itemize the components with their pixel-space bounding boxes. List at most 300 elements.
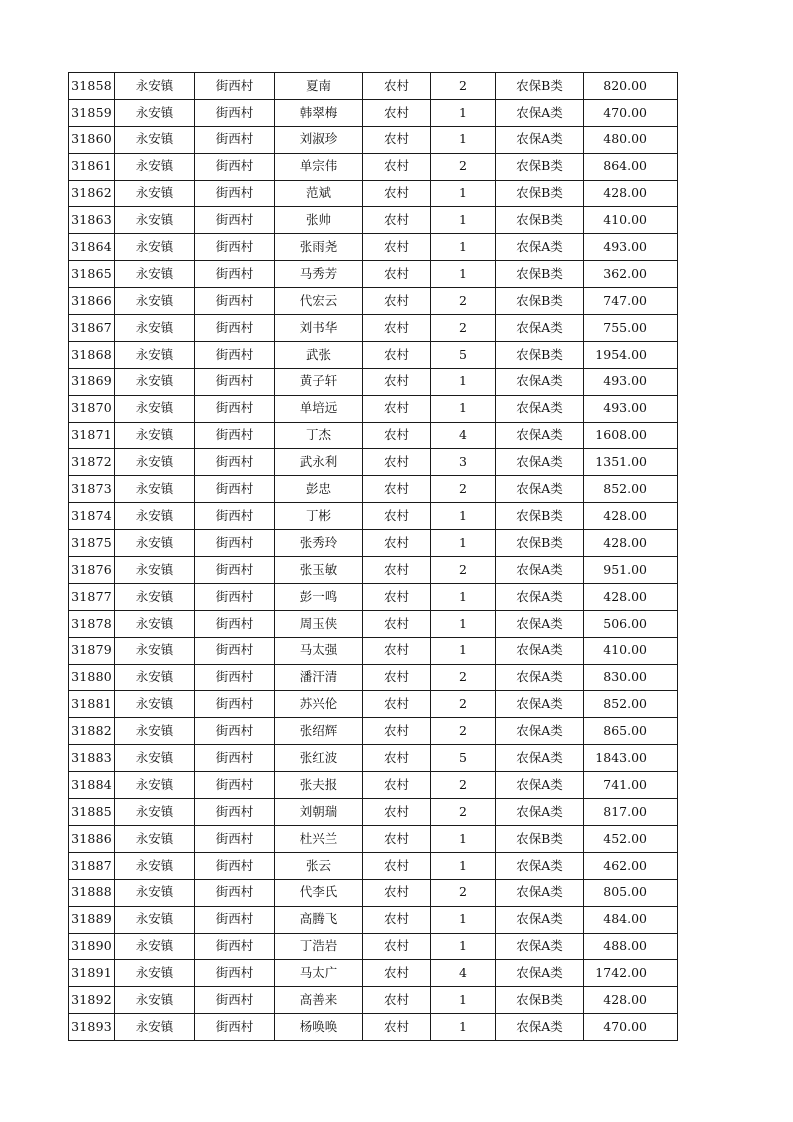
amount-cell: 747.00	[584, 288, 678, 315]
name-cell: 武永利	[275, 449, 363, 476]
type-cell: 农村	[363, 772, 431, 799]
amount-cell: 852.00	[584, 691, 678, 718]
type-cell: 农村	[363, 906, 431, 933]
town-cell: 永安镇	[115, 530, 195, 557]
village-cell: 街西村	[195, 530, 275, 557]
record-id-cell: 31882	[69, 718, 115, 745]
table-row	[69, 772, 678, 799]
village-cell: 街西村	[195, 153, 275, 180]
town-cell: 永安镇	[115, 476, 195, 503]
village-cell: 街西村	[195, 288, 275, 315]
village-cell: 街西村	[195, 879, 275, 906]
village-cell: 街西村	[195, 422, 275, 449]
record-id-cell: 31874	[69, 503, 115, 530]
amount-cell: 820.00	[584, 73, 678, 100]
town-cell: 永安镇	[115, 368, 195, 395]
record-id-cell: 31879	[69, 637, 115, 664]
village-cell: 街西村	[195, 825, 275, 852]
name-cell: 张玉敏	[275, 557, 363, 584]
name-cell: 张秀玲	[275, 530, 363, 557]
amount-cell: 462.00	[584, 852, 678, 879]
type-cell: 农村	[363, 664, 431, 691]
type-cell: 农村	[363, 1014, 431, 1041]
category-cell: 农保A类	[496, 852, 584, 879]
name-cell: 张绍辉	[275, 718, 363, 745]
type-cell: 农村	[363, 852, 431, 879]
count-cell: 1	[431, 207, 496, 234]
type-cell: 农村	[363, 745, 431, 772]
table-row	[69, 718, 678, 745]
record-id-cell: 31865	[69, 261, 115, 288]
name-cell: 张夫报	[275, 772, 363, 799]
record-id-cell: 31862	[69, 180, 115, 207]
record-id-cell: 31869	[69, 368, 115, 395]
count-cell: 1	[431, 503, 496, 530]
name-cell: 彭忠	[275, 476, 363, 503]
table-row	[69, 799, 678, 826]
table-row	[69, 691, 678, 718]
table-row	[69, 234, 678, 261]
type-cell: 农村	[363, 960, 431, 987]
record-id-cell: 31872	[69, 449, 115, 476]
name-cell: 杜兴兰	[275, 825, 363, 852]
record-id-cell: 31885	[69, 799, 115, 826]
category-cell: 农保A类	[496, 610, 584, 637]
town-cell: 永安镇	[115, 664, 195, 691]
village-cell: 街西村	[195, 126, 275, 153]
village-cell: 街西村	[195, 315, 275, 342]
category-cell: 农保B类	[496, 530, 584, 557]
count-cell: 2	[431, 772, 496, 799]
table-row	[69, 637, 678, 664]
amount-cell: 1954.00	[584, 341, 678, 368]
village-cell: 街西村	[195, 987, 275, 1014]
record-id-cell: 31877	[69, 583, 115, 610]
category-cell: 农保A类	[496, 557, 584, 584]
table-row	[69, 395, 678, 422]
count-cell: 2	[431, 476, 496, 503]
table-row	[69, 583, 678, 610]
town-cell: 永安镇	[115, 180, 195, 207]
category-cell: 农保A类	[496, 637, 584, 664]
table-row	[69, 126, 678, 153]
count-cell: 1	[431, 99, 496, 126]
category-cell: 农保A类	[496, 691, 584, 718]
count-cell: 2	[431, 315, 496, 342]
amount-cell: 864.00	[584, 153, 678, 180]
village-cell: 街西村	[195, 664, 275, 691]
town-cell: 永安镇	[115, 610, 195, 637]
village-cell: 街西村	[195, 691, 275, 718]
amount-cell: 951.00	[584, 557, 678, 584]
table-row	[69, 664, 678, 691]
name-cell: 代李氏	[275, 879, 363, 906]
amount-cell: 428.00	[584, 530, 678, 557]
town-cell: 永安镇	[115, 126, 195, 153]
type-cell: 农村	[363, 879, 431, 906]
town-cell: 永安镇	[115, 637, 195, 664]
type-cell: 农村	[363, 718, 431, 745]
table-row	[69, 1014, 678, 1041]
type-cell: 农村	[363, 261, 431, 288]
record-id-cell: 31883	[69, 745, 115, 772]
village-cell: 街西村	[195, 234, 275, 261]
category-cell: 农保A类	[496, 745, 584, 772]
type-cell: 农村	[363, 153, 431, 180]
town-cell: 永安镇	[115, 933, 195, 960]
record-id-cell: 31867	[69, 315, 115, 342]
record-id-cell: 31871	[69, 422, 115, 449]
amount-cell: 755.00	[584, 315, 678, 342]
count-cell: 2	[431, 664, 496, 691]
table-row	[69, 987, 678, 1014]
village-cell: 街西村	[195, 718, 275, 745]
village-cell: 街西村	[195, 772, 275, 799]
name-cell: 刘朝瑞	[275, 799, 363, 826]
table-row	[69, 825, 678, 852]
count-cell: 1	[431, 234, 496, 261]
table-row	[69, 422, 678, 449]
name-cell: 苏兴伦	[275, 691, 363, 718]
village-cell: 街西村	[195, 960, 275, 987]
record-id-cell: 31886	[69, 825, 115, 852]
village-cell: 街西村	[195, 745, 275, 772]
village-cell: 街西村	[195, 261, 275, 288]
table-row	[69, 879, 678, 906]
name-cell: 夏南	[275, 73, 363, 100]
town-cell: 永安镇	[115, 852, 195, 879]
name-cell: 丁浩岩	[275, 933, 363, 960]
type-cell: 农村	[363, 368, 431, 395]
type-cell: 农村	[363, 610, 431, 637]
count-cell: 1	[431, 610, 496, 637]
name-cell: 黄子轩	[275, 368, 363, 395]
table-row	[69, 557, 678, 584]
amount-cell: 1608.00	[584, 422, 678, 449]
count-cell: 5	[431, 745, 496, 772]
amount-cell: 428.00	[584, 180, 678, 207]
table-row	[69, 341, 678, 368]
town-cell: 永安镇	[115, 153, 195, 180]
record-id-cell: 31888	[69, 879, 115, 906]
amount-cell: 410.00	[584, 637, 678, 664]
count-cell: 4	[431, 422, 496, 449]
type-cell: 农村	[363, 126, 431, 153]
name-cell: 武张	[275, 341, 363, 368]
count-cell: 2	[431, 691, 496, 718]
record-id-cell: 31876	[69, 557, 115, 584]
type-cell: 农村	[363, 530, 431, 557]
town-cell: 永安镇	[115, 825, 195, 852]
town-cell: 永安镇	[115, 772, 195, 799]
category-cell: 农保B类	[496, 73, 584, 100]
category-cell: 农保A类	[496, 395, 584, 422]
name-cell: 高腾飞	[275, 906, 363, 933]
name-cell: 单宗伟	[275, 153, 363, 180]
type-cell: 农村	[363, 691, 431, 718]
type-cell: 农村	[363, 476, 431, 503]
record-id-cell: 31891	[69, 960, 115, 987]
village-cell: 街西村	[195, 503, 275, 530]
category-cell: 农保B类	[496, 180, 584, 207]
count-cell: 5	[431, 341, 496, 368]
count-cell: 1	[431, 906, 496, 933]
type-cell: 农村	[363, 637, 431, 664]
category-cell: 农保A类	[496, 583, 584, 610]
type-cell: 农村	[363, 799, 431, 826]
category-cell: 农保A类	[496, 126, 584, 153]
town-cell: 永安镇	[115, 583, 195, 610]
type-cell: 农村	[363, 180, 431, 207]
type-cell: 农村	[363, 583, 431, 610]
table-body	[69, 73, 678, 1041]
village-cell: 街西村	[195, 73, 275, 100]
town-cell: 永安镇	[115, 341, 195, 368]
record-id-cell: 31890	[69, 933, 115, 960]
count-cell: 1	[431, 261, 496, 288]
category-cell: 农保B类	[496, 341, 584, 368]
table-row	[69, 933, 678, 960]
category-cell: 农保B类	[496, 207, 584, 234]
town-cell: 永安镇	[115, 288, 195, 315]
record-id-cell: 31868	[69, 341, 115, 368]
record-id-cell: 31875	[69, 530, 115, 557]
count-cell: 1	[431, 583, 496, 610]
name-cell: 单培远	[275, 395, 363, 422]
count-cell: 2	[431, 153, 496, 180]
name-cell: 代宏云	[275, 288, 363, 315]
record-id-cell: 31889	[69, 906, 115, 933]
table-row	[69, 503, 678, 530]
table-row	[69, 530, 678, 557]
amount-cell: 865.00	[584, 718, 678, 745]
table-row	[69, 745, 678, 772]
amount-cell: 830.00	[584, 664, 678, 691]
count-cell: 2	[431, 799, 496, 826]
amount-cell: 1843.00	[584, 745, 678, 772]
name-cell: 张雨尧	[275, 234, 363, 261]
count-cell: 2	[431, 718, 496, 745]
village-cell: 街西村	[195, 476, 275, 503]
name-cell: 马太强	[275, 637, 363, 664]
village-cell: 街西村	[195, 637, 275, 664]
amount-cell: 428.00	[584, 583, 678, 610]
category-cell: 农保A类	[496, 799, 584, 826]
type-cell: 农村	[363, 825, 431, 852]
category-cell: 农保B类	[496, 153, 584, 180]
village-cell: 街西村	[195, 933, 275, 960]
town-cell: 永安镇	[115, 879, 195, 906]
count-cell: 1	[431, 1014, 496, 1041]
name-cell: 彭一鸣	[275, 583, 363, 610]
amount-cell: 1351.00	[584, 449, 678, 476]
village-cell: 街西村	[195, 1014, 275, 1041]
village-cell: 街西村	[195, 799, 275, 826]
category-cell: 农保A类	[496, 879, 584, 906]
record-id-cell: 31870	[69, 395, 115, 422]
table-row	[69, 99, 678, 126]
table-row	[69, 180, 678, 207]
name-cell: 高善来	[275, 987, 363, 1014]
table-row	[69, 476, 678, 503]
name-cell: 张云	[275, 852, 363, 879]
amount-cell: 428.00	[584, 503, 678, 530]
amount-cell: 493.00	[584, 395, 678, 422]
name-cell: 韩翠梅	[275, 99, 363, 126]
type-cell: 农村	[363, 234, 431, 261]
amount-cell: 805.00	[584, 879, 678, 906]
table-row	[69, 449, 678, 476]
amount-cell: 852.00	[584, 476, 678, 503]
type-cell: 农村	[363, 987, 431, 1014]
amount-cell: 470.00	[584, 1014, 678, 1041]
table-row	[69, 610, 678, 637]
count-cell: 1	[431, 368, 496, 395]
name-cell: 丁彬	[275, 503, 363, 530]
table-row	[69, 315, 678, 342]
category-cell: 农保B类	[496, 288, 584, 315]
village-cell: 街西村	[195, 99, 275, 126]
type-cell: 农村	[363, 449, 431, 476]
record-id-cell: 31858	[69, 73, 115, 100]
town-cell: 永安镇	[115, 315, 195, 342]
town-cell: 永安镇	[115, 73, 195, 100]
type-cell: 农村	[363, 422, 431, 449]
amount-cell: 488.00	[584, 933, 678, 960]
category-cell: 农保B类	[496, 987, 584, 1014]
village-cell: 街西村	[195, 449, 275, 476]
town-cell: 永安镇	[115, 557, 195, 584]
table-row	[69, 368, 678, 395]
record-id-cell: 31866	[69, 288, 115, 315]
category-cell: 农保A类	[496, 449, 584, 476]
type-cell: 农村	[363, 288, 431, 315]
name-cell: 刘书华	[275, 315, 363, 342]
category-cell: 农保A类	[496, 476, 584, 503]
record-id-cell: 31892	[69, 987, 115, 1014]
village-cell: 街西村	[195, 557, 275, 584]
amount-cell: 741.00	[584, 772, 678, 799]
table-row	[69, 906, 678, 933]
record-id-cell: 31884	[69, 772, 115, 799]
town-cell: 永安镇	[115, 1014, 195, 1041]
table-row	[69, 852, 678, 879]
village-cell: 街西村	[195, 341, 275, 368]
name-cell: 潘汗清	[275, 664, 363, 691]
record-id-cell: 31864	[69, 234, 115, 261]
amount-cell: 817.00	[584, 799, 678, 826]
record-id-cell: 31861	[69, 153, 115, 180]
type-cell: 农村	[363, 207, 431, 234]
town-cell: 永安镇	[115, 207, 195, 234]
type-cell: 农村	[363, 341, 431, 368]
amount-cell: 452.00	[584, 825, 678, 852]
count-cell: 1	[431, 180, 496, 207]
name-cell: 张红波	[275, 745, 363, 772]
category-cell: 农保B类	[496, 503, 584, 530]
town-cell: 永安镇	[115, 503, 195, 530]
category-cell: 农保A类	[496, 933, 584, 960]
name-cell: 周玉侠	[275, 610, 363, 637]
town-cell: 永安镇	[115, 906, 195, 933]
record-id-cell: 31863	[69, 207, 115, 234]
count-cell: 1	[431, 395, 496, 422]
town-cell: 永安镇	[115, 987, 195, 1014]
category-cell: 农保A类	[496, 664, 584, 691]
amount-cell: 1742.00	[584, 960, 678, 987]
name-cell: 刘淑珍	[275, 126, 363, 153]
category-cell: 农保A类	[496, 315, 584, 342]
type-cell: 农村	[363, 557, 431, 584]
type-cell: 农村	[363, 503, 431, 530]
village-cell: 街西村	[195, 852, 275, 879]
category-cell: 农保B类	[496, 825, 584, 852]
name-cell: 丁杰	[275, 422, 363, 449]
town-cell: 永安镇	[115, 395, 195, 422]
count-cell: 1	[431, 126, 496, 153]
record-id-cell: 31873	[69, 476, 115, 503]
count-cell: 1	[431, 637, 496, 664]
count-cell: 1	[431, 987, 496, 1014]
village-cell: 街西村	[195, 395, 275, 422]
category-cell: 农保A类	[496, 368, 584, 395]
record-id-cell: 31893	[69, 1014, 115, 1041]
category-cell: 农保A类	[496, 960, 584, 987]
village-cell: 街西村	[195, 368, 275, 395]
type-cell: 农村	[363, 73, 431, 100]
table-row	[69, 153, 678, 180]
amount-cell: 410.00	[584, 207, 678, 234]
amount-cell: 493.00	[584, 368, 678, 395]
town-cell: 永安镇	[115, 718, 195, 745]
category-cell: 农保A类	[496, 422, 584, 449]
type-cell: 农村	[363, 99, 431, 126]
town-cell: 永安镇	[115, 691, 195, 718]
record-id-cell: 31887	[69, 852, 115, 879]
count-cell: 1	[431, 825, 496, 852]
record-id-cell: 31859	[69, 99, 115, 126]
town-cell: 永安镇	[115, 745, 195, 772]
count-cell: 1	[431, 933, 496, 960]
record-id-cell: 31881	[69, 691, 115, 718]
table-row	[69, 288, 678, 315]
name-cell: 马秀芳	[275, 261, 363, 288]
count-cell: 3	[431, 449, 496, 476]
table-row	[69, 960, 678, 987]
record-id-cell: 31878	[69, 610, 115, 637]
count-cell: 4	[431, 960, 496, 987]
type-cell: 农村	[363, 395, 431, 422]
town-cell: 永安镇	[115, 99, 195, 126]
category-cell: 农保A类	[496, 906, 584, 933]
town-cell: 永安镇	[115, 799, 195, 826]
record-id-cell: 31880	[69, 664, 115, 691]
count-cell: 2	[431, 73, 496, 100]
category-cell: 农保A类	[496, 99, 584, 126]
data-table	[68, 72, 678, 1041]
record-id-cell: 31860	[69, 126, 115, 153]
type-cell: 农村	[363, 315, 431, 342]
table-row	[69, 73, 678, 100]
count-cell: 1	[431, 530, 496, 557]
amount-cell: 506.00	[584, 610, 678, 637]
town-cell: 永安镇	[115, 449, 195, 476]
name-cell: 范斌	[275, 180, 363, 207]
amount-cell: 480.00	[584, 126, 678, 153]
count-cell: 2	[431, 557, 496, 584]
village-cell: 街西村	[195, 180, 275, 207]
category-cell: 农保A类	[496, 772, 584, 799]
